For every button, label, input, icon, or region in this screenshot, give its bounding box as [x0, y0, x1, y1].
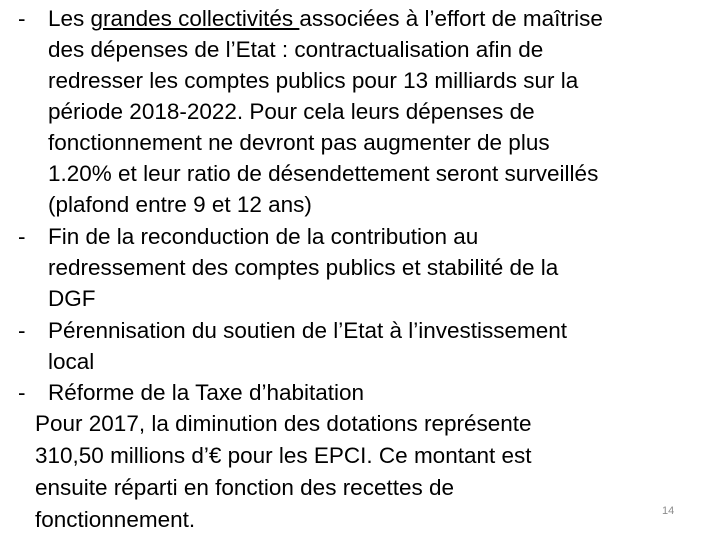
- paragraph-line: ensuite réparti en fonction des recettes de: [35, 475, 455, 500]
- bullet-line: Pérennisation du soutien de l’Etat à l’investissement: [48, 318, 568, 343]
- paragraph-line: Pour 2017, la diminution des dotations représente: [35, 411, 532, 436]
- bullet-line: Réforme de la Taxe d’habitation: [48, 380, 365, 405]
- bullet-line: DGF: [48, 286, 96, 311]
- bullet-marker: -: [18, 318, 26, 343]
- bullet-line: redressement des comptes publics et stabilité de la: [48, 255, 559, 280]
- bullet-marker: -: [18, 6, 26, 31]
- bullet-text-before: Les: [48, 6, 91, 31]
- bullet-line: Fin de la reconduction de la contribution au: [48, 224, 479, 249]
- bullet-marker: -: [18, 224, 26, 249]
- bullet-line: local: [48, 349, 95, 374]
- bullet-line: période 2018-2022. Pour cela leurs dépenses de: [48, 99, 535, 124]
- bullet-line: des dépenses de l’Etat : contractualisation afin de: [48, 37, 544, 62]
- bullet-marker: -: [18, 380, 26, 405]
- paragraph-line: 310,50 millions d’€ pour les EPCI. Ce montant est: [35, 443, 532, 468]
- bullet-line: 1.20% et leur ratio de désendettement seront surveillés: [48, 161, 599, 186]
- bullet-line: fonctionnement ne devront pas augmenter de plus: [48, 130, 550, 155]
- bullet-text-after: associées à l’effort de maîtrise: [299, 6, 603, 31]
- bullet-line: (plafond entre 9 et 12 ans): [48, 192, 312, 217]
- paragraph-line: fonctionnement.: [35, 507, 196, 532]
- bullet-line: [48, 3, 603, 34]
- bullet-line: redresser les comptes publics pour 13 milliards sur la: [48, 68, 579, 93]
- underlined-text: grandes collectivités: [90, 6, 300, 31]
- page-number: 14: [662, 505, 675, 517]
